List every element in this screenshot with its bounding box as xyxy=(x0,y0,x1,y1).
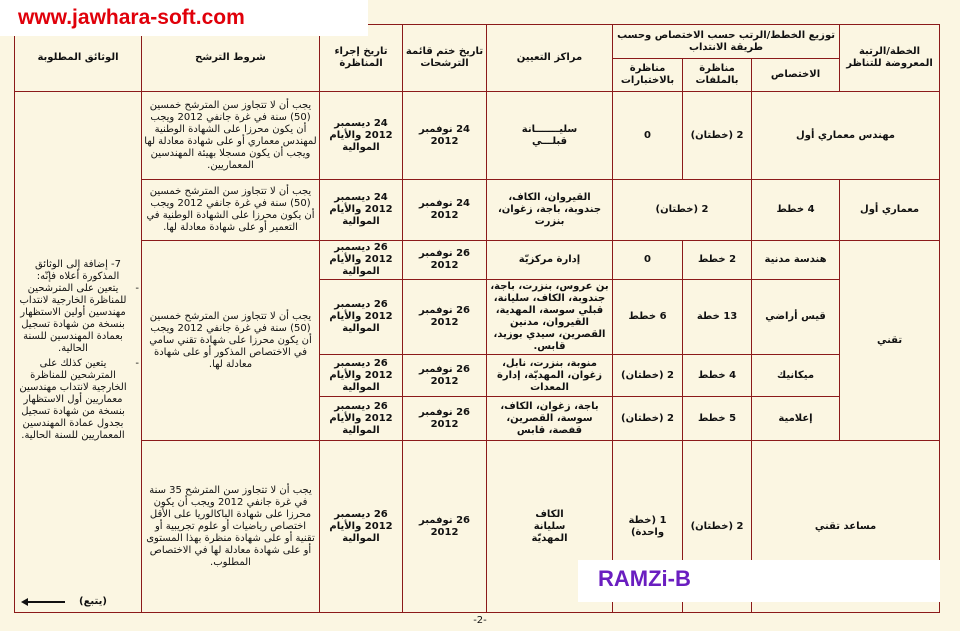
exam-date-cell: 24 ديسمبر 2012 والأيام الموالية xyxy=(320,92,403,180)
specialty-cell: 4 خطط xyxy=(752,180,840,241)
deadline-cell: 24 نوفمبر 2012 xyxy=(403,180,487,241)
overlay-label-box xyxy=(578,560,940,602)
page-number: -2- xyxy=(473,615,487,626)
document-item: - يتعين على المترشحين للمناظرة الخارجية لانتداب مهندسين أولين الاستظهار بنسخة من شهادة تسجيل بعمادة المهندسين للسنة الحالية. xyxy=(17,283,129,355)
exams-cell: 2 (خطتان) xyxy=(613,355,683,397)
specialty-cell: إعلامية xyxy=(752,397,840,441)
exams-cell: 2 (خطتان) xyxy=(613,397,683,441)
document-item: - يتعين كذلك على المترشحين للمناظرة الخارجية لانتداب مهندسين معماريين أول الاستظهار بنسخة من شهادة تسجيل بجدول عمادة المهندسين المعماريين للسنة الحالية. xyxy=(17,358,129,442)
documents-list xyxy=(17,283,139,442)
specialty-cell: قيس أراضي xyxy=(752,280,840,355)
table-row xyxy=(15,180,940,241)
watermark-text: www.jawhara-soft.com xyxy=(18,6,245,29)
centers-cell: إدارة مركزيّة xyxy=(487,241,613,280)
exams-cell: 0 xyxy=(613,241,683,280)
files-cell: 2 (خطتان) xyxy=(683,92,752,180)
exam-date-cell: 26 ديسمبر 2012 والأيام الموالية xyxy=(320,355,403,397)
exams-cell: 6 خطط xyxy=(613,280,683,355)
table-row xyxy=(15,92,940,180)
continued-label: (يتبع) xyxy=(79,596,107,607)
plan-cell: معماري أول xyxy=(840,180,940,241)
centers-cell: باجة، زغوان، الكاف، سوسة، القصرين، قفصة، قابس xyxy=(487,397,613,441)
centers-cell: الكاف سليانة المهديّة xyxy=(487,441,613,613)
files-cell: 2 (خطتان) xyxy=(613,180,752,241)
exam-date-cell: 26 ديسمبر 2012 والأيام الموالية xyxy=(320,441,403,613)
exam-date-cell: 24 ديسمبر 2012 والأيام الموالية xyxy=(320,180,403,241)
plan-cell: تقني xyxy=(840,241,940,441)
specialty-cell: ميكانيك xyxy=(752,355,840,397)
conditions-cell: يجب أن لا تتجاوز سن المترشح خمسين (50) سنة في غرة جانفي 2012 ويجب أن يكون محرزا على الشهادة الوطنية لمهندس معماري أو على شهادة معادلة لها ويجب أن يكون مسجلا بهيئة المهندسين المعماريين. xyxy=(142,92,320,180)
centers-cell: سليـــــــانة قبلـــي xyxy=(487,92,613,180)
site-watermark xyxy=(0,0,368,36)
header-centers: مراكز التعيين xyxy=(487,25,613,92)
documents-cell xyxy=(15,92,142,613)
header-plan: الخطة/الرتبة المعروضة للتناظر xyxy=(840,25,940,92)
deadline-cell: 26 نوفمبر 2012 xyxy=(403,441,487,613)
exam-date-cell: 26 ديسمبر 2012 والأيام الموالية xyxy=(320,241,403,280)
header-deadline: تاريخ ختم قائمة الترشحات xyxy=(403,25,487,92)
deadline-cell: 26 نوفمبر 2012 xyxy=(403,280,487,355)
exam-date-cell: 26 ديسمبر 2012 والأيام الموالية xyxy=(320,397,403,441)
deadline-cell: 26 نوفمبر 2012 xyxy=(403,355,487,397)
files-cell: 2 خطط xyxy=(683,241,752,280)
overlay-label: RAMZi-B xyxy=(598,566,691,591)
specialty-cell: هندسة مدنية xyxy=(752,241,840,280)
deadline-cell: 26 نوفمبر 2012 xyxy=(403,241,487,280)
files-cell: 5 خطط xyxy=(683,397,752,441)
centers-cell: منوبة، بنزرت، نابل، زغوان، المهديّة، إدارة المعدات xyxy=(487,355,613,397)
header-specialty: الاختصاص xyxy=(752,59,840,92)
centers-cell: بن عروس، بنزرت، باجة، جندوبة، الكاف، سليانة، قبلي سوسة، المهدية، القيروان، مدنين القصرين، سيدي بوزيد، قابس. xyxy=(487,280,613,355)
files-cell: 13 خطة xyxy=(683,280,752,355)
table-row xyxy=(15,241,940,280)
left-arrow-icon xyxy=(21,599,65,605)
recruitment-table xyxy=(14,24,940,613)
documents-intro: 7- إضافة إلى الوثائق المذكورة أعلاه فإنّه: xyxy=(34,259,122,282)
conditions-cell: يجب أن لا تتجاوز سن المترشح خمسين (50) سنة في غرة جانفي 2012 ويجب أن يكون محرزا على الشهادة الوطنية في التعمير أو على شهادة معادلة لها. xyxy=(142,180,320,241)
header-by-files: مناظرة بالملفات xyxy=(683,59,752,92)
plan-cell: مهندس معماري أول xyxy=(752,92,940,180)
header-documents: الوثائق المطلوبة xyxy=(15,25,142,92)
conditions-cell: يجب أن لا تتجاوز سن المترشح خمسين (50) سنة في غرة جانفي 2012 ويجب أن يكون محرزا على شهادة تقني سامي في الاختصاص المذكور أو على شهادة معادلة لها. xyxy=(142,241,320,441)
header-conditions: شروط الترشح xyxy=(142,25,320,92)
files-cell: 2 (خطتان) xyxy=(683,441,752,613)
deadline-cell: 26 نوفمبر 2012 xyxy=(403,397,487,441)
plan-cell: مساعد تقني xyxy=(752,441,940,613)
continued-marker xyxy=(21,596,107,608)
centers-cell: القيروان، الكاف، جندوبة، باجة، زغوان، بنزرت xyxy=(487,180,613,241)
header-by-exams: مناظرة بالاختبارات xyxy=(613,59,683,92)
conditions-cell: يجب أن لا تتجاوز سن المترشح 35 سنة في غرة جانفي 2012 ويجب أن يكون محرزا على شهادة الباكالوريا على الأقل اختصاص رياضيات أو علوم تجريبية أو تقنية أو على شهادة منظرة بهذا المستوى أو على شهادة معادلة لها في الاختصاص المطلوب. xyxy=(142,441,320,613)
exam-date-cell: 26 ديسمبر 2012 والأيام الموالية xyxy=(320,280,403,355)
deadline-cell: 24 نوفمبر 2012 xyxy=(403,92,487,180)
header-distribution: توزيع الخطط/الرتب حسب الاختصاص وحسب طريقة الانتداب xyxy=(613,25,840,59)
header-exam-date: تاريخ إجراء المناظرة xyxy=(320,25,403,92)
exams-cell: 0 xyxy=(613,92,683,180)
files-cell: 4 خطط xyxy=(683,355,752,397)
exams-cell: 1 (خطة واحدة) xyxy=(613,441,683,613)
